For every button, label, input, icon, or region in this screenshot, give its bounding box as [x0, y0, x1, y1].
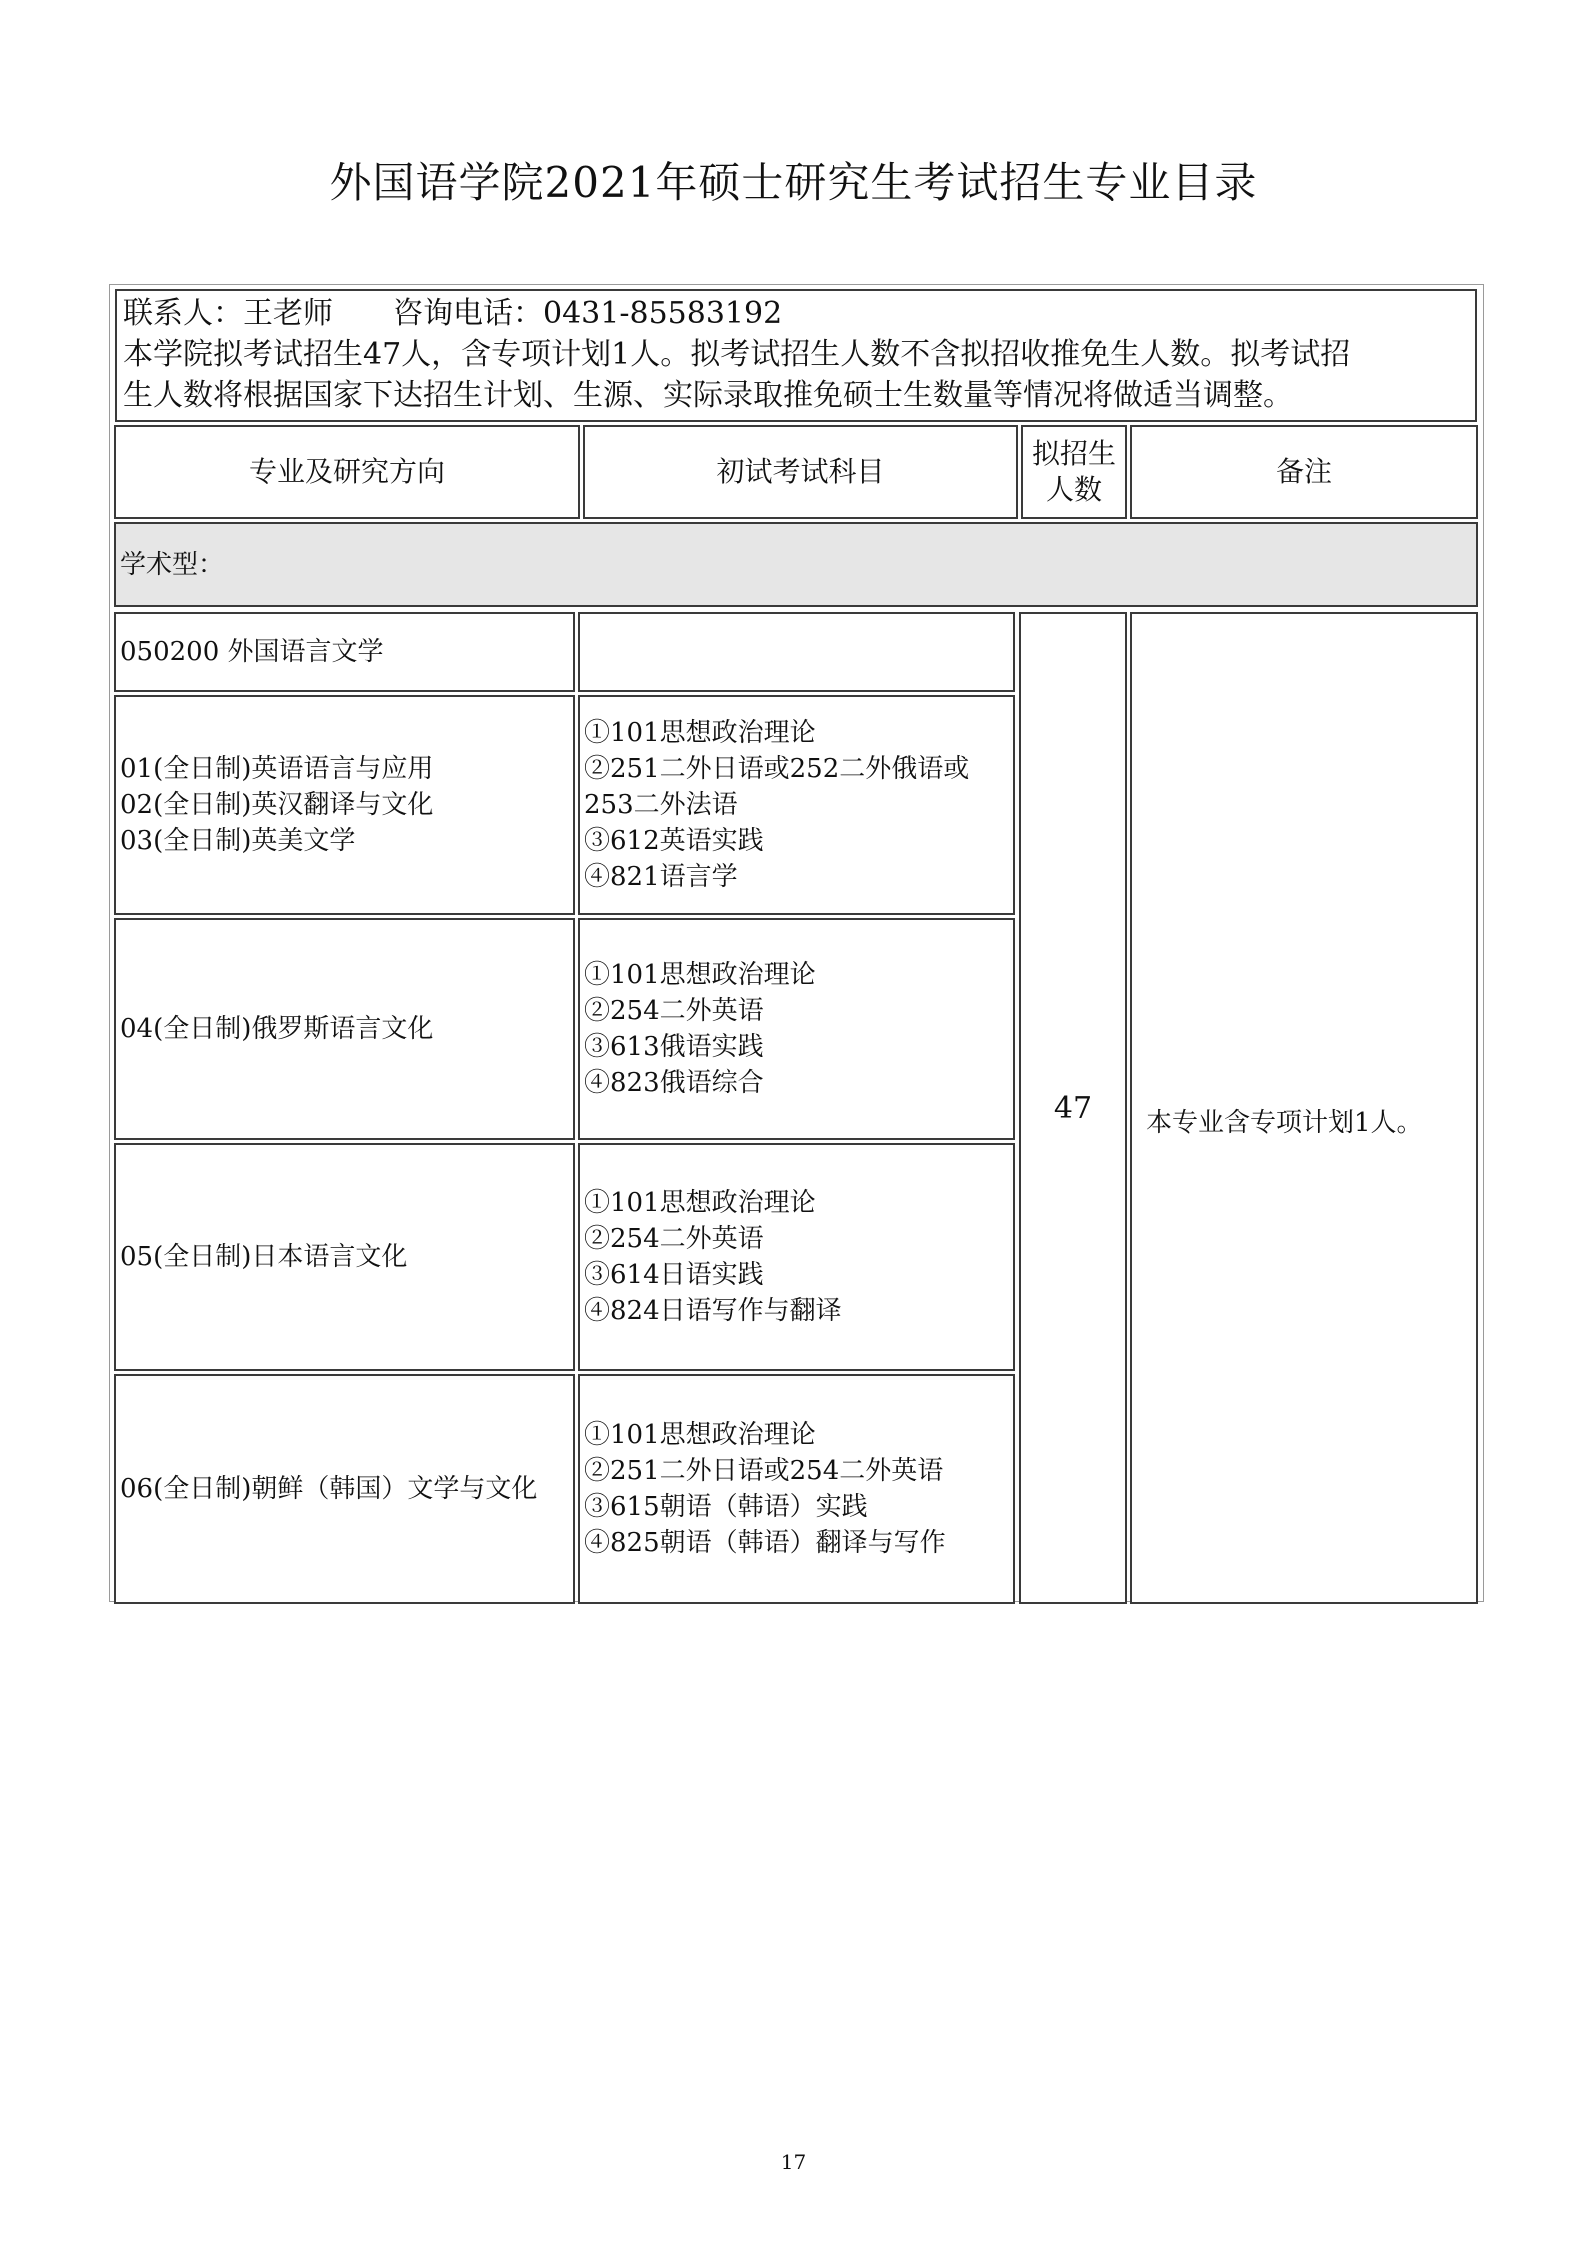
- notes-value: 本专业含专项计划1人。: [1146, 1107, 1423, 1138]
- direction-cell: [114, 918, 575, 1140]
- exam-item: ①101思想政治理论: [584, 1420, 816, 1450]
- program-exam-cell: [578, 612, 1015, 692]
- enrollment-note-line: 生人数将根据国家下达招生计划、生源、实际录取推免硕士生数量等情况将做适当调整。: [123, 378, 1293, 413]
- exam-item: ③612英语实践: [584, 826, 764, 856]
- exam-cell: [578, 918, 1015, 1140]
- exam-item: ③613俄语实践: [584, 1032, 764, 1062]
- direction-item: 04(全日制)俄罗斯语言文化: [120, 1014, 434, 1044]
- header-quota-label-1: 拟招生: [1031, 437, 1116, 470]
- direction-cell: [114, 1374, 575, 1604]
- header-quota-label-2: 人数: [1045, 473, 1102, 506]
- exam-item: ④825朝语（韩语）翻译与写作: [584, 1528, 946, 1558]
- contact-info-cell: [115, 289, 1477, 422]
- quota-cell: [1019, 612, 1127, 1604]
- exam-item: ④821语言学: [584, 862, 738, 892]
- quota-value: 47: [1053, 1090, 1093, 1126]
- direction-cell: [114, 1143, 575, 1371]
- page-title: 外国语学院2021年硕士研究生考试招生专业目录: [329, 158, 1258, 207]
- exam-item: ②254二外英语: [584, 996, 764, 1026]
- enrollment-note-line: 本学院拟考试招生47人，含专项计划1人。拟考试招生人数不含拟招收推免生人数。拟考试招: [123, 337, 1351, 372]
- exam-item: ②254二外英语: [584, 1224, 764, 1254]
- page-number: 17: [780, 2150, 807, 2174]
- exam-item: ④823俄语综合: [584, 1068, 764, 1098]
- exam-item: ①101思想政治理论: [584, 960, 816, 990]
- exam-item: ①101思想政治理论: [584, 1188, 816, 1218]
- header-major-label: 专业及研究方向: [248, 455, 445, 488]
- notes-cell: [1130, 612, 1478, 1604]
- exam-cell: [578, 1374, 1015, 1604]
- direction-item: 01(全日制)英语语言与应用: [120, 754, 434, 784]
- exam-item: ②251二外日语或254二外英语: [584, 1456, 944, 1486]
- header-quota: [1021, 425, 1127, 519]
- exam-item: ③615朝语（韩语）实践: [584, 1492, 868, 1522]
- program-code-name: 050200 外国语言文学: [120, 637, 384, 667]
- header-major: [114, 425, 580, 519]
- header-exam-label: 初试考试科目: [716, 455, 885, 488]
- direction-cell: [114, 695, 575, 915]
- direction-item: 03(全日制)英美文学: [120, 826, 356, 856]
- exam-cell: [578, 695, 1015, 915]
- exam-cell: [578, 1143, 1015, 1371]
- header-notes: [1130, 425, 1478, 519]
- direction-item: 02(全日制)英汉翻译与文化: [120, 790, 434, 820]
- admissions-table: [109, 284, 1484, 1602]
- exam-item: ①101思想政治理论: [584, 718, 816, 748]
- section-row: [114, 522, 1478, 607]
- exam-item: 253二外法语: [584, 790, 738, 820]
- header-notes-label: 备注: [1275, 455, 1332, 488]
- program-cell: [114, 612, 575, 692]
- section-label: 学术型：: [120, 549, 225, 580]
- contact-line: 联系人：王老师 咨询电话：0431-85583192: [123, 296, 783, 331]
- direction-item: 06(全日制)朝鲜（韩国）文学与文化: [120, 1474, 538, 1504]
- exam-item: ②251二外日语或252二外俄语或: [584, 754, 970, 784]
- direction-item: 05(全日制)日本语言文化: [120, 1242, 408, 1272]
- header-exam: [583, 425, 1018, 519]
- exam-item: ③614日语实践: [584, 1260, 764, 1290]
- exam-item: ④824日语写作与翻译: [584, 1296, 842, 1326]
